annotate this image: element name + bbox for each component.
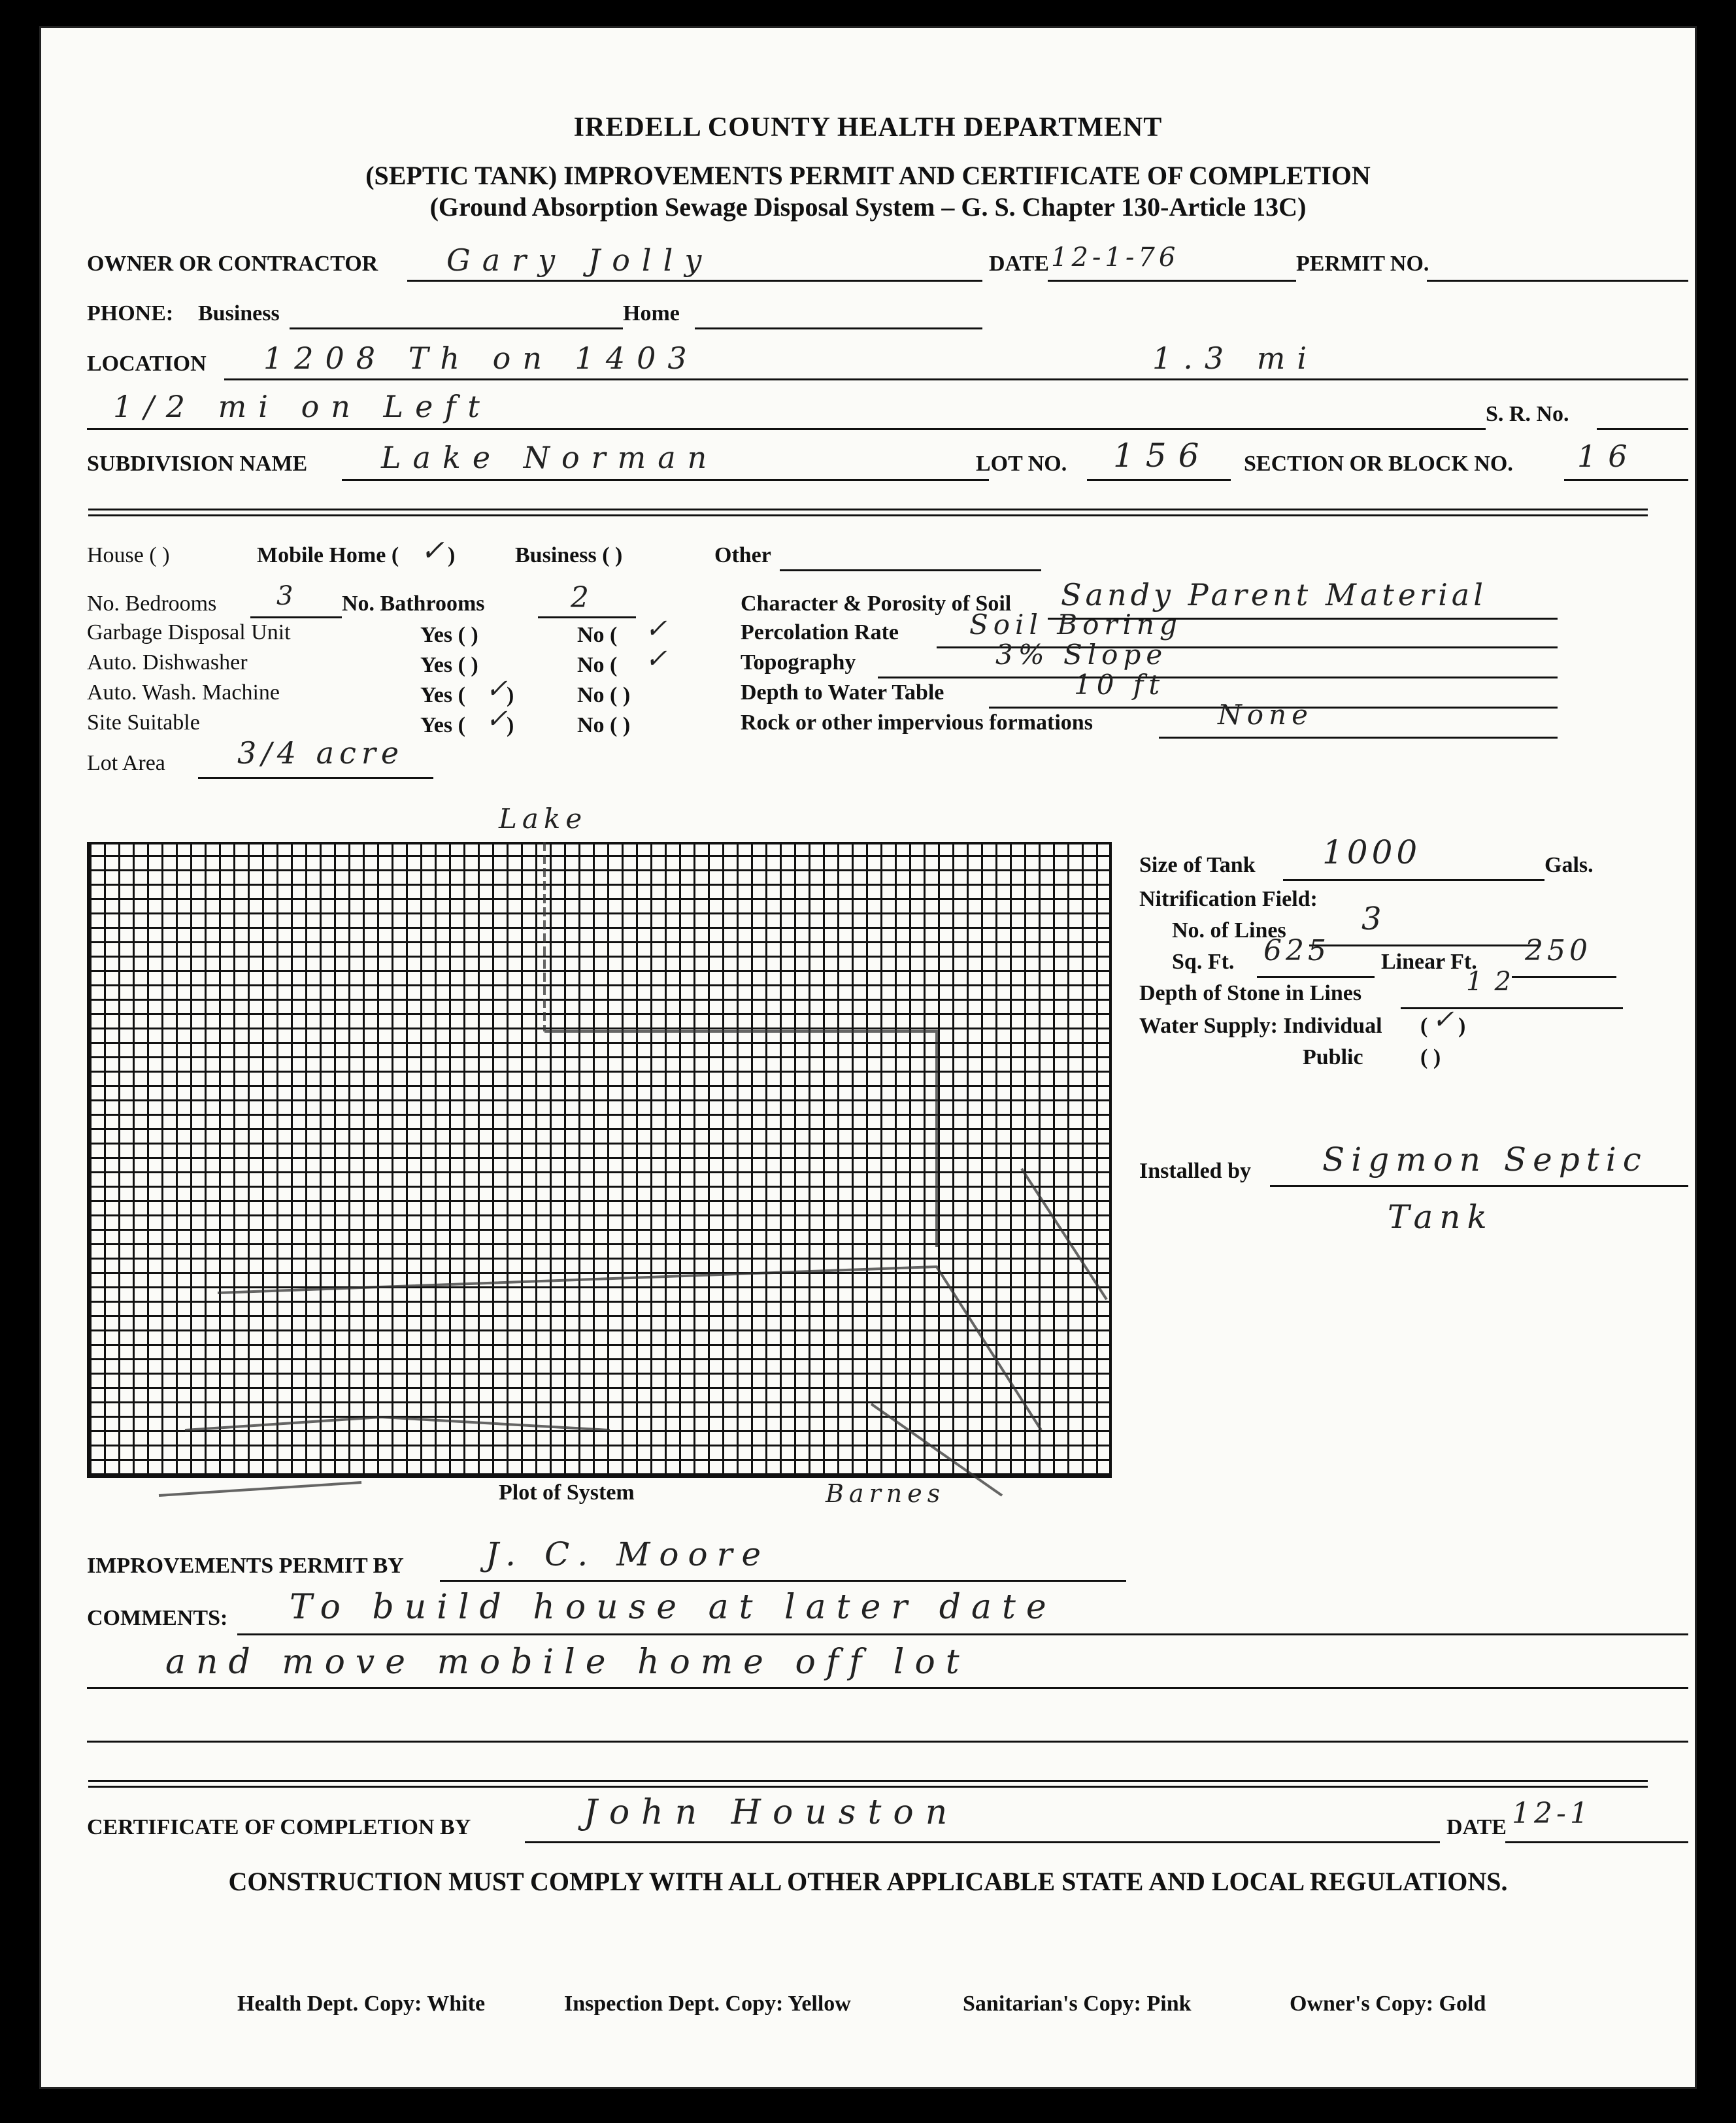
improvements-by-value: J. C. Moore [486, 1535, 771, 1573]
sr-no-label: S. R. No. [1486, 402, 1569, 426]
linear-ft-value: 250 [1525, 934, 1592, 967]
separator-rule-1 [88, 509, 1648, 516]
comments-line-3 [87, 1741, 1688, 1743]
dishwasher-label: Auto. Dishwasher [87, 650, 248, 675]
owner-value: Gary Jolly [446, 242, 714, 278]
water-supply-label: Water Supply: Individual [1139, 1014, 1382, 1038]
water-public-box: ( ) [1420, 1045, 1441, 1069]
owner-line [407, 280, 982, 282]
date-line [1048, 280, 1296, 282]
phone-home-line [695, 327, 982, 329]
garbage-no-label: No ( [577, 623, 618, 647]
dishwasher-no-check: ✓ [645, 644, 667, 674]
certificate-by-value: John Houston [584, 1793, 960, 1832]
phone-label: PHONE: [87, 301, 174, 326]
lines-line [1309, 944, 1538, 946]
rock-label: Rock or other impervious formations [741, 710, 1093, 735]
soil-label: Character & Porosity of Soil [741, 592, 1012, 616]
water-public-label: Public [1303, 1045, 1363, 1069]
location-value-1b: 1.3 mi [1152, 341, 1319, 376]
bedrooms-line [250, 616, 342, 618]
section-value: 16 [1577, 439, 1639, 474]
location-label: LOCATION [87, 352, 207, 376]
tank-size-label: Size of Tank [1139, 853, 1256, 877]
compliance-notice: CONSTRUCTION MUST COMPLY WITH ALL OTHER APPLICABLE STATE AND LOCAL REGULATIONS. [228, 1867, 1508, 1896]
lot-no-label: LOT NO. [976, 452, 1067, 476]
comments-label: COMMENTS: [87, 1606, 228, 1630]
phone-business-label: Business [198, 301, 280, 326]
permit-form [39, 26, 1697, 2089]
business-option: Business ( ) [515, 543, 623, 567]
sqft-line [1257, 976, 1375, 978]
other-line [780, 569, 1041, 571]
tank-size-line [1283, 879, 1544, 881]
plot-note-top: Lake [499, 803, 588, 835]
linear-ft-label: Linear Ft. [1381, 950, 1477, 974]
dishwasher-yes: Yes ( ) [420, 653, 478, 677]
nitrification-label: Nitrification Field: [1139, 887, 1318, 911]
lines-value: 3 [1361, 901, 1394, 937]
perc-label: Percolation Rate [741, 620, 899, 644]
department-title: IREDELL COUNTY HEALTH DEPARTMENT [573, 112, 1163, 142]
form-title: (SEPTIC TANK) IMPROVEMENTS PERMIT AND CERTIFICATE OF COMPLETION [365, 161, 1371, 190]
location-value-2: 1/2 mi on Left [113, 389, 492, 424]
lot-area-value: 3/4 acre [237, 735, 405, 771]
copy-health: Health Dept. Copy: White [237, 1992, 486, 2016]
installed-by-value-1: Sigmon Septic [1322, 1141, 1648, 1179]
location-line-1 [224, 378, 1688, 380]
plot-sketch [87, 842, 1120, 1522]
sqft-value: 625 [1263, 934, 1330, 967]
installed-by-line [1270, 1185, 1688, 1187]
water-individual-close: ) [1458, 1014, 1466, 1038]
sqft-label: Sq. Ft. [1172, 950, 1235, 974]
site-suitable-label: Site Suitable [87, 710, 200, 735]
water-table-label: Depth to Water Table [741, 680, 944, 705]
cert-date-value: 12-1 [1512, 1797, 1592, 1830]
bedrooms-label: No. Bedrooms [87, 592, 217, 616]
bedrooms-value: 3 [276, 581, 305, 611]
stone-depth-label: Depth of Stone in Lines [1139, 981, 1362, 1005]
rock-line [1159, 737, 1558, 739]
wash-yes-label: Yes ( [420, 683, 465, 707]
permit-no-label: PERMIT NO. [1296, 252, 1429, 276]
mobile-home-close: ) [448, 543, 456, 567]
copy-sanitarian: Sanitarian's Copy: Pink [963, 1992, 1192, 2016]
bathrooms-value: 2 [571, 581, 601, 614]
section-label: SECTION OR BLOCK NO. [1244, 452, 1513, 476]
bathrooms-label: No. Bathrooms [342, 592, 485, 616]
house-option: House ( ) [87, 543, 170, 567]
date-label: DATE [989, 252, 1049, 276]
mobile-home-label: Mobile Home ( [257, 543, 399, 567]
wash-no: No ( ) [577, 683, 631, 707]
date-value: 12-1-76 [1051, 242, 1180, 273]
mobile-home-check: ✓ [420, 534, 444, 567]
plot-note-bottom: Barnes [826, 1479, 946, 1508]
improvements-by-label: IMPROVEMENTS PERMIT BY [87, 1554, 404, 1578]
plot-label: Plot of System [499, 1480, 635, 1505]
topography-label: Topography [741, 650, 856, 675]
other-label: Other [714, 543, 771, 567]
subdivision-value: Lake Norman [381, 440, 719, 475]
tank-size-value: 1000 [1322, 833, 1422, 871]
cert-date-label: DATE [1446, 1815, 1507, 1839]
location-value-1: 1208 Th on 1403 [263, 341, 699, 376]
location-line-2 [87, 428, 1486, 430]
comments-value-2: and move mobile home off lot [165, 1643, 970, 1682]
phone-home-label: Home [623, 301, 680, 326]
wash-yes-check: ✓ [486, 674, 508, 704]
site-yes-label: Yes ( [420, 713, 465, 737]
linear-ft-line [1512, 976, 1616, 978]
water-individual-check: ✓ [1432, 1005, 1454, 1035]
installed-by-label: Installed by [1139, 1159, 1251, 1183]
water-table-value: 10 ft [1074, 669, 1165, 701]
cert-date-line [1505, 1841, 1688, 1843]
water-individual-open: ( [1420, 1014, 1428, 1038]
copy-owner: Owner's Copy: Gold [1290, 1992, 1486, 2016]
lot-area-label: Lot Area [87, 751, 165, 775]
owner-label: OWNER OR CONTRACTOR [87, 252, 378, 276]
form-subtitle: (Ground Absorption Sewage Disposal System – G. S. Chapter 130-Article 13C) [429, 192, 1307, 222]
wash-yes-close: ) [507, 683, 514, 707]
garbage-no-check: ✓ [645, 614, 667, 644]
installed-by-value-2: Tank [1388, 1198, 1494, 1236]
rock-value: None [1218, 699, 1313, 731]
section-line [1564, 479, 1688, 481]
lot-area-line [198, 777, 433, 779]
site-no: No ( ) [577, 713, 631, 737]
permit-no-line [1427, 280, 1688, 282]
garbage-yes: Yes ( ) [420, 623, 478, 647]
topography-line [878, 677, 1558, 678]
comments-value-1: To build house at later date [290, 1588, 1057, 1627]
soil-value: Sandy Parent Material [1061, 577, 1487, 612]
certificate-by-line [525, 1841, 1440, 1843]
wash-machine-label: Auto. Wash. Machine [87, 680, 280, 705]
certificate-by-label: CERTIFICATE OF COMPLETION BY [87, 1815, 471, 1839]
subdivision-label: SUBDIVISION NAME [87, 452, 308, 476]
subdivision-line [342, 479, 989, 481]
site-yes-close: ) [507, 713, 514, 737]
stone-depth-value: 12 [1466, 967, 1523, 997]
site-yes-check: ✓ [486, 704, 508, 734]
dishwasher-no-label: No ( [577, 653, 618, 677]
sr-no-line [1597, 428, 1688, 430]
bathrooms-line [538, 616, 636, 618]
comments-line-2 [87, 1687, 1688, 1689]
lines-label: No. of Lines [1172, 918, 1286, 943]
garbage-label: Garbage Disposal Unit [87, 620, 291, 644]
phone-business-line [290, 327, 623, 329]
topography-value: 3% Slope [995, 639, 1168, 671]
perc-value: Soil Boring [969, 609, 1182, 641]
comments-line-1 [237, 1633, 1688, 1635]
gals-label: Gals. [1544, 853, 1594, 877]
separator-rule-2 [88, 1780, 1648, 1788]
copy-inspection: Inspection Dept. Copy: Yellow [564, 1992, 851, 2016]
improvements-by-line [440, 1580, 1126, 1582]
lot-no-line [1087, 479, 1231, 481]
lot-no-value: 156 [1113, 437, 1211, 475]
